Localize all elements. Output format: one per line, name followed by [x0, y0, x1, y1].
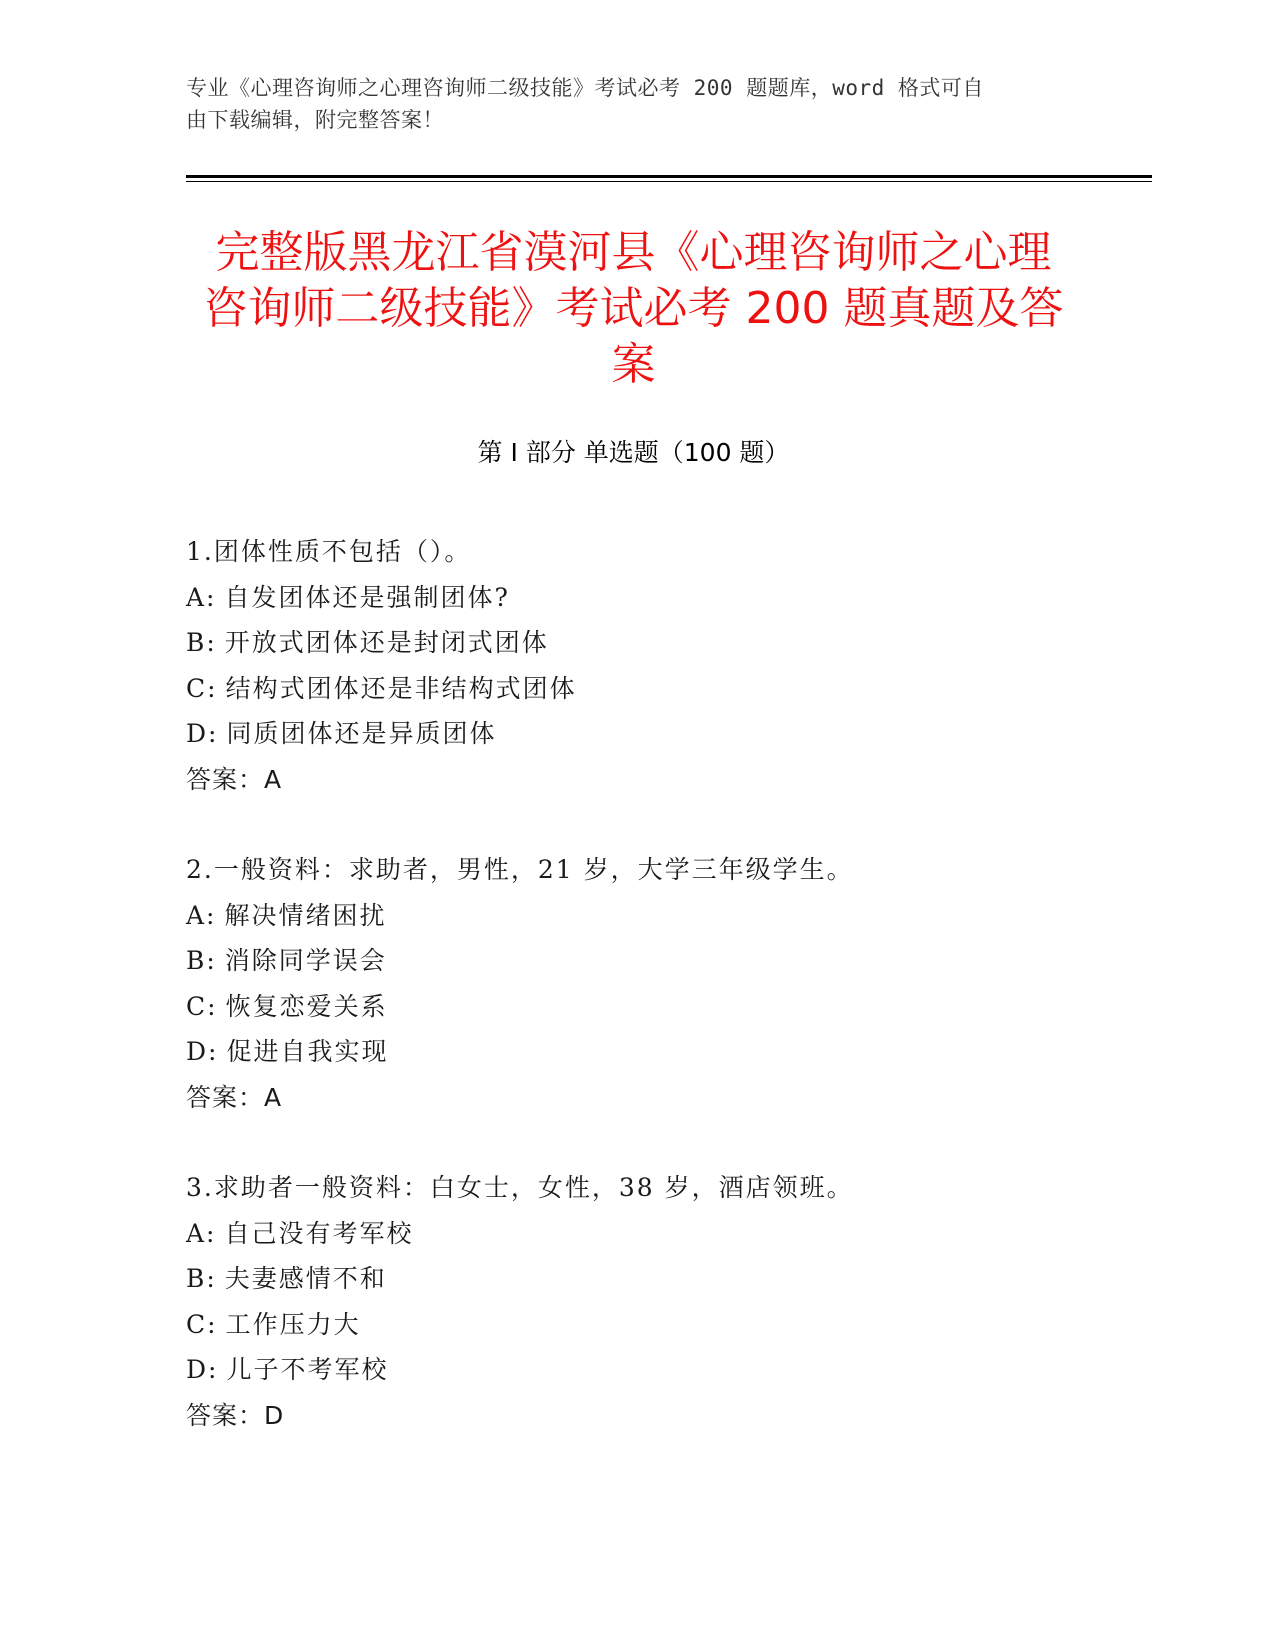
option-a [186, 1211, 1086, 1257]
question-item [186, 847, 1086, 1120]
question-item [186, 1165, 1086, 1438]
option-text: 夫妻感情不和 [224, 1264, 387, 1293]
option-letter: D: [186, 1355, 219, 1384]
option-letter: C: [186, 1309, 218, 1339]
option-text: 解决情绪困扰 [224, 900, 387, 930]
option-a [186, 893, 1086, 939]
option-text: 开放式团体还是封闭式团体 [224, 628, 549, 657]
option-a [186, 575, 1086, 621]
option-text: 自发团体还是强制团体? [224, 582, 510, 612]
header-note-line-1: 专业《心理咨询师之心理咨询师二级技能》考试必考 200 题题库，word 格式可自 [186, 76, 984, 100]
option-letter: A: [186, 582, 217, 612]
option-letter: B: [186, 946, 217, 975]
option-letter: C: [186, 673, 218, 703]
question-stem: 1.团体性质不包括（）。 [186, 537, 472, 566]
option-b [186, 938, 1086, 984]
answer-line: 答案：D [186, 1400, 285, 1430]
answer-line: 答案：A [186, 1082, 283, 1112]
option-b [186, 620, 1086, 666]
header-divider-thick [186, 175, 1152, 178]
option-letter: A: [186, 1218, 217, 1248]
option-c [186, 666, 1086, 712]
option-letter: D: [186, 1037, 219, 1066]
option-text: 促进自我实现 [226, 1037, 389, 1066]
header-note-line-2: 由下载编辑，附完整答案！ [186, 108, 444, 132]
option-text: 恢复恋爱关系 [225, 991, 388, 1021]
option-text: 同质团体还是异质团体 [226, 719, 497, 748]
option-d [186, 1029, 1086, 1075]
option-text: 结构式团体还是非结构式团体 [225, 673, 577, 703]
header-divider-thin [186, 181, 1152, 182]
option-c [186, 984, 1086, 1030]
option-text: 工作压力大 [225, 1309, 361, 1339]
option-b [186, 1256, 1086, 1302]
option-letter: A: [186, 900, 217, 930]
option-text: 消除同学误会 [224, 946, 387, 975]
question-stem: 2.一般资料：求助者，男性，21 岁，大学三年级学生。 [186, 855, 854, 884]
document-title-line-1: 完整版黑龙江省漠河县《心理咨询师之心理 [215, 227, 1052, 278]
option-letter: B: [186, 628, 217, 657]
option-d [186, 1347, 1086, 1393]
question-stem: 3.求助者一般资料：白女士，女性，38 岁，酒店领班。 [186, 1173, 854, 1202]
option-text: 自己没有考军校 [224, 1218, 414, 1248]
question-item [186, 529, 1086, 802]
section-heading: 第 I 部分 单选题（100 题） [477, 438, 790, 467]
document-title [186, 225, 1081, 393]
option-letter: C: [186, 991, 218, 1021]
answer-line: 答案：A [186, 764, 283, 794]
option-letter: D: [186, 719, 219, 748]
document-header-note [186, 72, 1066, 136]
document-title-line-3: 案 [611, 339, 656, 390]
option-c [186, 1302, 1086, 1348]
option-text: 儿子不考军校 [226, 1355, 389, 1384]
option-d [186, 711, 1086, 757]
document-title-line-2: 咨询师二级技能》考试必考 200 题真题及答 [203, 283, 1064, 334]
option-letter: B: [186, 1264, 217, 1293]
